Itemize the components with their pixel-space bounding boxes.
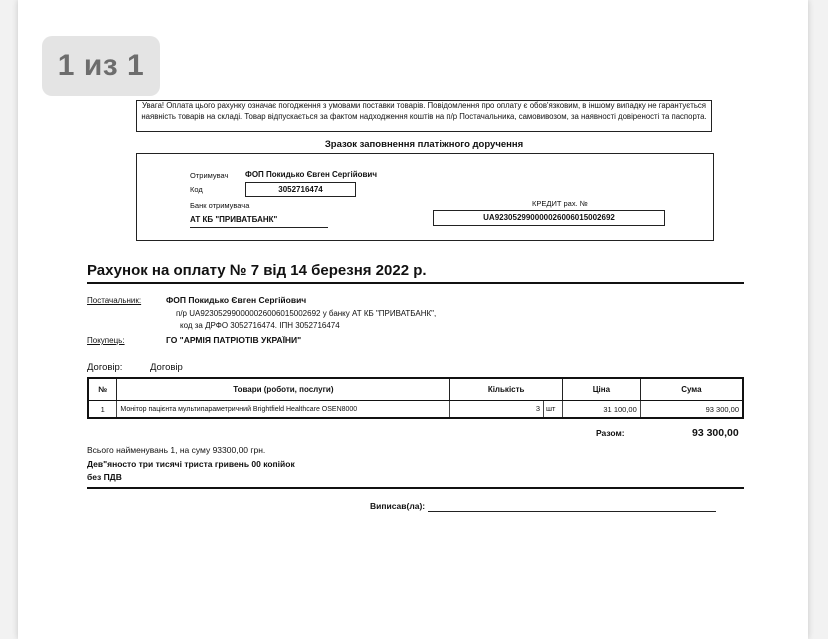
bank-name: АТ КБ "ПРИВАТБАНК" xyxy=(190,215,278,224)
signature-line xyxy=(428,511,716,512)
bank-underline xyxy=(190,227,328,228)
cell-qty xyxy=(450,401,563,419)
header-num: № xyxy=(88,378,117,401)
page-indicator: 1 из 1 xyxy=(42,36,160,96)
summary-divider xyxy=(87,487,744,489)
header-sum: Сума xyxy=(640,378,743,401)
code-field: 3052716474 xyxy=(245,182,356,197)
signed-by-label: Виписав(ла): xyxy=(370,501,426,511)
supplier-label: Постачальник: xyxy=(87,296,142,305)
amount-in-words: Дев"яносто три тисячі триста гривень 00 копійок xyxy=(87,459,295,469)
items-table xyxy=(87,377,744,419)
qty-value: 3 xyxy=(450,401,544,417)
buyer-name: ГО "АРМІЯ ПАТРІОТІВ УКРАЇНИ" xyxy=(166,335,302,345)
supplier-name: ФОП Покидько Євген Сергійович xyxy=(166,295,307,305)
supplier-account: п/р UA923052990000026006015002692 у банку АТ КБ "ПРИВАТБАНК", xyxy=(176,309,437,318)
total-value: 93 300,00 xyxy=(692,427,739,439)
header-qty: Кількість xyxy=(450,378,563,401)
payment-sample-title: Зразок заповнення платіжного доручення xyxy=(324,139,524,150)
supplier-codes: код за ДРФО 3052716474. ІПН 3052716474 xyxy=(180,321,340,330)
recipient-label: Отримувач xyxy=(190,171,229,180)
header-price: Ціна xyxy=(562,378,640,401)
cell-goods: Монітор пацієнта мультипараметричний Brightfield Healthcare OSEN8000 xyxy=(117,401,450,419)
cell-num: 1 xyxy=(88,401,117,419)
table-header-row xyxy=(88,378,743,401)
buyer-label: Покупець: xyxy=(87,336,125,345)
total-label: Разом: xyxy=(596,428,625,438)
invoice-title: Рахунок на оплату № 7 від 14 березня 2022 р. xyxy=(87,262,427,279)
credit-label: КРЕДИТ рах. № xyxy=(532,199,588,208)
header-goods: Товари (роботи, послуги) xyxy=(117,378,450,401)
contract-value: Договір xyxy=(150,362,183,373)
title-divider xyxy=(87,282,744,284)
payment-notice: Увага! Оплата цього рахунку означає погодження з умовами поставки товарів. Повідомлення про оплату є обов'язковим, в іншому випадку не гарантується наявність товарів на складі. Товар відпускається за фактом надходження коштів на п/р Постачальника, самовивозом, за наявності довіреності та паспорта. xyxy=(136,100,712,132)
qty-unit: шт xyxy=(545,404,556,413)
items-summary: Всього найменувань 1, на суму 93300,00 грн. xyxy=(87,445,266,455)
payment-sample-box xyxy=(136,153,714,241)
bank-label: Банк отримувача xyxy=(190,201,250,210)
cell-price: 31 100,00 xyxy=(562,401,640,419)
contract-label: Договір: xyxy=(87,362,123,373)
table-row xyxy=(88,401,743,419)
recipient-name: ФОП Покидько Євген Сергійович xyxy=(245,170,377,179)
account-field: UA923052990000026006015002692 xyxy=(433,210,665,226)
vat-note: без ПДВ xyxy=(87,472,122,482)
cell-sum: 93 300,00 xyxy=(640,401,743,419)
code-label: Код xyxy=(190,185,203,194)
